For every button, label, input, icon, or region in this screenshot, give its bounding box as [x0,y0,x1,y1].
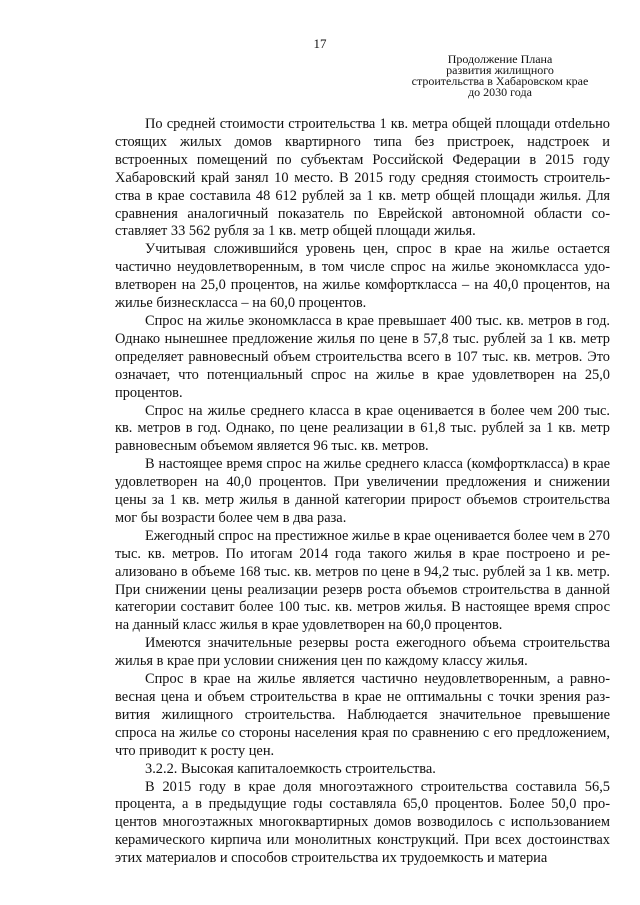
paragraph: Спрос на жилье среднего класса в крае оценивается в более чем 200 тыс. кв. метров в год. Однако, по цене реализации в 61,8 тыс. рублей за 1 кв. метр равновесным объемом является 96 тыс. кв. метров. [115,402,610,455]
paragraph: По средней стоимости строительства 1 кв. метра общей площади отdельно стоящих жилых домов квартирного типа без пристроек, надстроек и встроенных помещений по субъектам Российской Федерации в 2015 году Хабаровский край занял 10 место. В 2015 году средняя стоимость строительства в крае составила 48 612 рублей за 1 кв. метр общей площади жилья. Для сравнения аналогичный показатель по Еврейской автономной области составляет 33 562 рубля за 1 кв. метр общей площади жилья. [115,116,610,240]
header-note-line: развития жилищного [446,63,554,77]
page-number: 17 [313,36,327,51]
paragraph: Ежегодный спрос на престижное жилье в крае оценивается более чем в 270 тыс. кв. метров. По итогам 2014 года такого жилья в крае построено и реализовано в объеме 168 тыс. кв. метров по цене в 94,2 тыс. рублей за 1 кв. метр. При снижении цены реализации резерв роста объемов строительства в данной категории составит более 100 тыс. кв. метров жилья. В настоящее время спрос на данный класс жилья в крае удовлетворен на 60,0 процентов. [115,527,610,634]
header-note [400,54,600,98]
header-note-line: строительства в Хабаровском крае [411,74,589,88]
paragraph: Имеются значительные резервы роста ежегодного объема строительства жилья в крае при условии снижения цен по каждому классу жилья. [115,635,610,670]
paragraph: В 2015 году в крае доля многоэтажного строительства составила 56,5 процента, а в предыдущие годы составляла 65,0 процентов. Более 50,0 процентов многоэтажных многоквартирных домов возводилось с использованием керамического кирпича или монолитных конструкций. При всех достоинствах этих материалов и способов строительства их трудоемкость и материа [115,778,610,867]
section-heading: 3.2.2. Высокая капиталоемкость строительства. [145,760,436,777]
paragraph: Спрос в крае на жилье является частично неудовлетворенным, а равновесная цена и объем строительства в крае не оптимальны с точки зрения развития жилищного строительства. Наблюдается значительное превышение спроса на жилье со стороны населения края по сравнению с его предложением, что приводит к росту цен. [115,671,610,759]
header-note-line: до 2030 года [468,85,532,99]
paragraph: В настоящее время спрос на жилье среднего класса (комфорткласса) в крае удовлетворен на 40,0 процентов. При увеличении предложения и снижении цены за 1 кв. метр жилья в данной категории прирост объемов строительства мог бы возрасти более чем в два раза. [115,456,610,526]
paragraph: Спрос на жилье экономкласса в крае превышает 400 тыс. кв. метров в год. Однако нынешнее предложение жилья по цене в 57,8 тыс. рублей за 1 кв. метр определяет равновесный объем строительства всего в 107 тыс. кв. метров. Это означает, что потенциальный спрос на жилье в крае удовлетворен на 25,0 процентов. [115,312,610,401]
paragraph: Учитывая сложившийся уровень цен, спрос в крае на жилье остается частично неудовлетворенным, в том числе спрос на жилье экономкласса удовлетворен на 25,0 процентов, на жилье комфорткласса – на 40,0 процентов, на жилье бизнескласса – на 60,0 процентов. [115,241,610,312]
header-note-line: Продолжение Плана [447,52,553,66]
body-text [115,116,610,868]
